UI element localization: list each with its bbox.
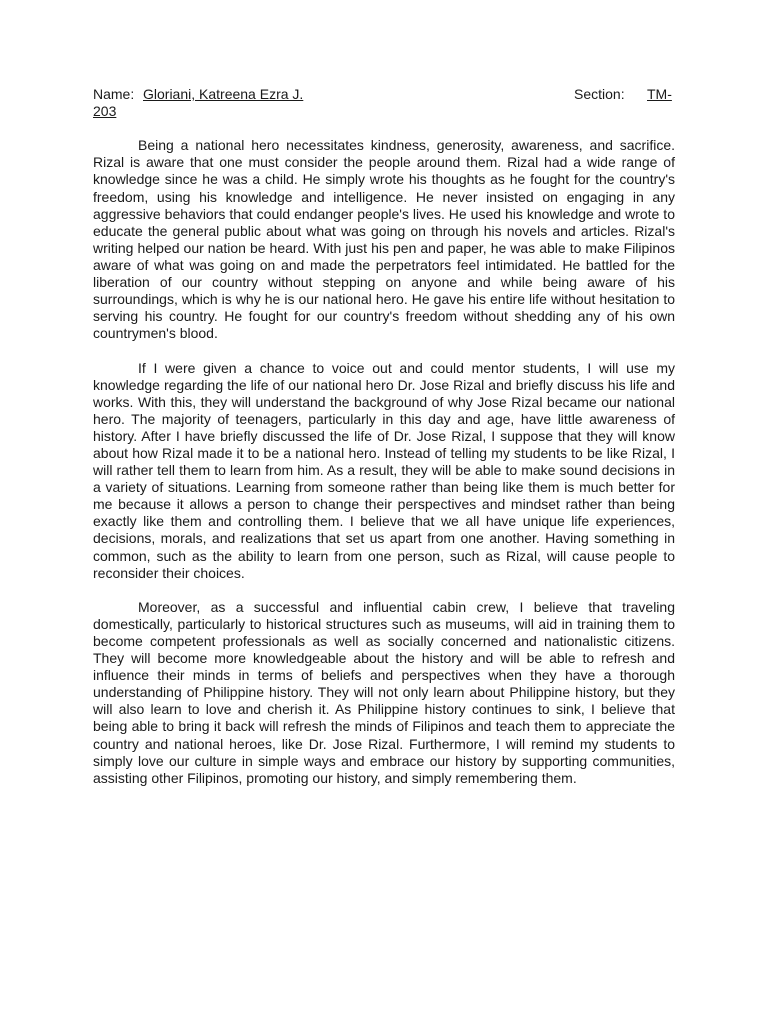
section-value-part2: 203 [93,103,117,120]
section-label: Section: [574,86,625,102]
spacer [93,120,675,137]
spacer [93,582,675,599]
paragraph-3: Moreover, as a successful and influential cabin crew, I believe that traveling domestically, particularly to historical structures such as museums, will aid in training them to become competent professionals as well as socially concerned and nationalistic citizens. They will become more knowledgeable about the history and will be able to refresh and influence their minds in terms of beliefs and perspectives when they have a thorough understanding of Philippine history. They will not only learn about Philippine history, but they will also learn to love and cherish it. As Philippine history continues to sink, I believe that being able to bring it back will refresh the minds of Filipinos and teach them to appreciate the country and national heroes, like Dr. Jose Rizal. Furthermore, I will remind my students to simply love our culture in simple ways and embrace our history by supporting communities, assisting other Filipinos, promoting our history, and simply remembering them. [93,598,675,786]
header-line [93,86,675,103]
spacer [93,342,675,359]
name-label: Name: [93,86,135,102]
paragraph-1: Being a national hero necessitates kindness, generosity, awareness, and sacrifice. Rizal is aware that one must consider the people around them. Rizal had a wide range of knowledge since he was a child. He simply wrote his thoughts as he fought for the country's freedom, using his knowledge and intelligence. He never insisted on engaging in any aggressive behaviors that could endanger people's lives. He used his knowledge and wrote to educate the general public about what was going on through his novels and articles. Rizal's writing helped our nation be heard. With just his pen and paper, he was able to make Filipinos aware of what was going on and made the perpetrators feel intimidated. He battled for the liberation of our country without stepping on anyone and while being aware of his surroundings, which is why he is our national hero. He gave his entire life without hesitation to serving his country. He fought for our country's freedom without shedding any of his own countrymen's blood. [93,137,675,342]
name-value: Gloriani, Katreena Ezra J. [143,86,304,102]
paragraph-2: If I were given a chance to voice out and could mentor students, I will use my knowledge regarding the life of our national hero Dr. Jose Rizal and briefly discuss his life and works. With this, they will understand the background of why Jose Rizal became our national hero. The majority of teenagers, particularly in this day and age, have little awareness of history. After I have briefly discussed the life of Dr. Jose Rizal, I suppose that they will know about how Rizal made it to be a national hero. Instead of telling my students to be like Rizal, I will rather tell them to learn from him. As a result, they will be able to make sound decisions in a variety of situations. Learning from someone rather than being like them is much better for me because it allows a person to change their perspectives and mindset rather than being exactly like them and controlling them. I believe that we all have unique life experiences, decisions, morals, and realizations that set us apart from one another. Having something in common, such as the ability to learn from one person, such as Rizal, will cause people to reconsider their choices. [93,359,675,581]
section-value-part1: TM- [647,86,672,102]
document-body [93,86,675,787]
